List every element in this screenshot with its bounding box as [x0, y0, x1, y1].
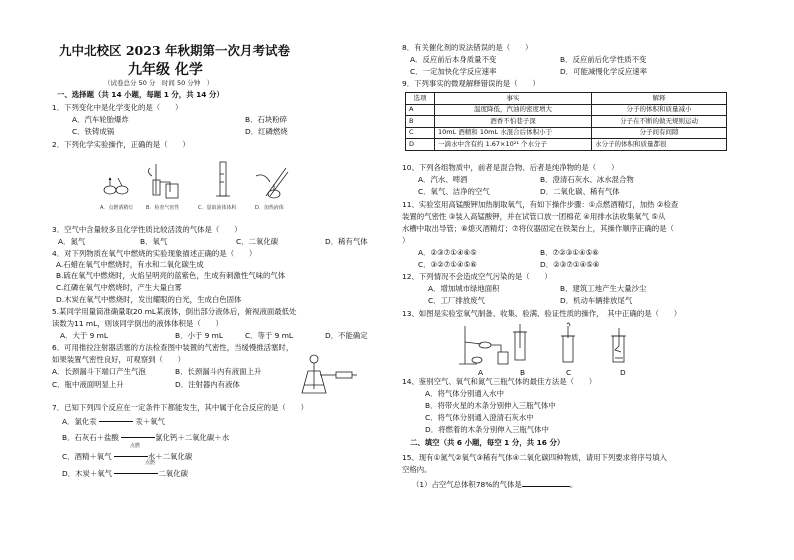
- q4-option-b: B.硫在氧气中燃烧时，火焰呈明亮的蓝紫色，生成有刺激性气味的气体: [56, 271, 286, 280]
- q6-option-b: B．长颈漏斗内有液面上升: [175, 367, 262, 376]
- q1-option-a: A．汽车轮胎爆炸: [72, 115, 129, 124]
- q3-option-d: D．稀有气体: [325, 237, 368, 246]
- exam-meta: （试卷总分 50 分 时间 50 分钟 ）: [104, 79, 214, 87]
- q7-condition-c: 点燃: [130, 443, 141, 449]
- q4-option-a: A.石蜡在氧气中燃烧时，有水和二氧化碳生成: [56, 260, 204, 269]
- q7-condition-d: 点燃: [145, 460, 156, 466]
- q4-option-d: D.木炭在氧气中燃烧时，发出耀眼的白光，生成白色固体: [56, 295, 242, 304]
- question-3: 3．空气中含量较多且化学性质比较活泼的气体是（ ）: [52, 225, 242, 234]
- question-8: 8．有关催化剂的说法错误的是（ ）: [402, 43, 533, 52]
- q3-option-b: B．氧气: [140, 237, 168, 246]
- q13-label-c: C: [566, 368, 572, 377]
- section-2-heading: 二、填空（共 6 小题，每空 1 分，共 16 分）: [410, 438, 565, 447]
- table-cell: D: [406, 139, 435, 151]
- q1-option-c: C．铁铸成锅: [72, 127, 115, 136]
- question-11-line-3: 水槽中取出导管；⑥熄灭酒精灯；⑦将仪器固定在铁架台上，其操作顺序正确的是（: [402, 224, 674, 233]
- q13-oxygen-figures: [455, 322, 655, 368]
- q6-option-d: D．注射器内有液体: [175, 380, 240, 389]
- funnel-icon: [310, 355, 318, 363]
- q9-table: [405, 92, 727, 151]
- q6-option-a: A．长颈漏斗下端口产生气泡: [52, 367, 146, 376]
- q1-option-b: B．石块粉碎: [245, 115, 288, 124]
- q6-option-c: C．瓶中液面明显上升: [52, 380, 124, 389]
- table-row: [406, 104, 727, 116]
- q9-header-explanation: 解释: [592, 93, 727, 105]
- q11-option-d: D．②③⑦①④⑤⑥: [540, 260, 600, 269]
- table-cell: 分子间有间隙: [592, 127, 727, 139]
- question-5-line-1: 5.某同学用量筒准确量取20 mL某液体，倒出部分液体后，俯视液面最低处: [52, 307, 297, 316]
- question-14: 14、鉴别空气、氧气和氮气三瓶气体的最佳方法是（ ）: [402, 377, 597, 386]
- question-15-line-1: 15、现有①氮气②氧气③稀有气体④二氧化碳四种物质，请用下列要求将序号填入: [402, 453, 668, 462]
- flaming-splint-icon: [561, 323, 575, 362]
- table-cell: A: [406, 104, 435, 116]
- section-1-heading: 一、选择题（共 14 小题，每题 1 分，共 14 分）: [57, 90, 224, 99]
- q12-option-b: B．建筑工地产生大量沙尘: [560, 284, 647, 293]
- q1-option-d: D．红磷燃烧: [245, 127, 288, 136]
- table-cell: C: [406, 127, 435, 139]
- question-13: 13、如图是实验室氧气制备、收集、验满、验证性质的操作， 其中正确的是（ ）: [402, 309, 682, 318]
- question-2: 2．下列化学实验操作，正确的是（ ）: [52, 140, 190, 149]
- q10-option-b: B．澄清石灰水、冰水混合物: [540, 175, 634, 184]
- question-11-line-2: 装置的气密性 ③装入高锰酸钾，并在试管口放一团棉花 ④用排水法收集氧气 ⑤从: [402, 212, 666, 221]
- question-7: 7．已知下列四个反应在一定条件下都能发生，其中属于化合反应的是（ ）: [52, 403, 308, 412]
- q8-option-b: B．反应前后化学性质不变: [560, 55, 647, 64]
- q12-option-c: C．工厂排放废气: [428, 296, 485, 305]
- q9-table-header-row: [406, 93, 727, 105]
- q5-option-c: C．等于 9 mL: [245, 331, 294, 340]
- table-row: [406, 127, 727, 139]
- q12-option-d: D．机动车辆排放尾气: [560, 296, 633, 305]
- q5-option-d: D．不能确定: [325, 331, 368, 340]
- q13-label-d: D: [620, 368, 626, 377]
- q7-option-b: B．石灰石＋盐酸 氯化钙＋二氧化碳＋水: [62, 433, 230, 442]
- question-6-line-1: 6．可用推拉注射器活塞的方法检查图中装置的气密性，当缓慢推活塞时，: [52, 343, 294, 352]
- question-6-line-2: 如果装置气密性良好，可观察到（ ）: [52, 355, 186, 364]
- question-4: 4．对下列物质在氧气中燃烧的实验现象描述正确的是（ ）: [52, 249, 257, 258]
- table-cell: 一滴水中含有约 1.67×10²¹ 个水分子: [435, 139, 592, 151]
- q6-apparatus-figure: [300, 353, 358, 397]
- question-1: 1．下列变化中是化学变化的是（ ）: [52, 103, 183, 112]
- q7-option-a: A．氯化汞 汞＋氧气: [62, 417, 165, 426]
- q14-option-d: D．将燃着的木条分别伸入三瓶气体中: [425, 425, 549, 434]
- gas-jar-icon: [513, 324, 527, 360]
- table-cell: 分子在不断的做无规则运动: [592, 116, 727, 128]
- oxygen-generator-icon: [459, 326, 508, 364]
- table-cell: 水分子的体积和质量都很: [592, 139, 727, 151]
- question-11-line-4: ）: [402, 236, 410, 245]
- question-15-line-2: 空格内。: [402, 465, 432, 474]
- table-row: [406, 116, 727, 128]
- question-5-line-2: 读数为11 mL，则该同学倒出的液体体积是（ ）: [52, 319, 223, 328]
- q11-option-b: B．⑦②③①④⑤⑥: [540, 248, 599, 257]
- exam-subtitle: 九年级 化学: [128, 62, 203, 78]
- q2-caption-b: B．检查气密性: [146, 205, 180, 211]
- q9-header-option: 选项: [406, 93, 435, 105]
- alcohol-lamp-icon: [104, 178, 128, 194]
- q7-option-c: C．酒精＋氧气 水＋二氧化碳: [62, 452, 193, 461]
- table-cell: 温度降低，汽油的密度增大: [435, 104, 592, 116]
- q11-option-a: A．②③⑦①④⑥⑤: [418, 248, 477, 257]
- table-row: [406, 139, 727, 151]
- q3-option-a: A．氮气: [58, 237, 86, 246]
- q8-option-c: C．一定加快化学反应速率: [410, 67, 497, 76]
- q2-caption-c: C．量取液体体积: [198, 205, 237, 211]
- q8-option-d: D．可能减慢化学反应速率: [560, 67, 647, 76]
- q5-option-b: B．小于 9 mL: [175, 331, 223, 340]
- table-cell: 酒香不怕巷子深: [435, 116, 592, 128]
- q8-option-a: A．反应前后本身质量不变: [410, 55, 497, 64]
- q10-option-c: C．氧气、洁净的空气: [418, 187, 490, 196]
- q10-option-a: A．汽水、啤酒: [418, 175, 468, 184]
- q13-label-a: A: [478, 368, 484, 377]
- q3-option-c: C．二氧化碳: [236, 237, 279, 246]
- q2-caption-a: A．点燃酒精灯: [100, 205, 134, 211]
- table-cell: B: [406, 116, 435, 128]
- q2-caption-d: D．加热液体: [255, 205, 284, 211]
- q11-option-c: C．③②⑦①④⑤⑥: [418, 260, 477, 269]
- question-12: 12、下列情况不会造成空气污染的是（ ）: [402, 272, 552, 281]
- q14-option-c: C．将气体分别通入澄清石灰水中: [425, 413, 534, 422]
- q5-option-a: A．大于 9 mL: [60, 331, 108, 340]
- table-cell: 10mL 酒精和 10mL 水混合后体积小于: [435, 127, 592, 139]
- question-9: 9．下列事实的微观解释错误的是（ ）: [402, 79, 540, 88]
- q14-option-b: B．将带火星的木条分别伸入三瓶气体中: [425, 401, 556, 410]
- q10-option-d: D．二氧化碳、稀有气体: [540, 187, 620, 196]
- answer-blank[interactable]: [522, 479, 570, 487]
- q9-header-fact: 事实: [435, 93, 592, 105]
- question-11-line-1: 11、实验室用高锰酸钾加热制取氧气，有如下操作步骤：①点燃酒精灯，加热 ②检查: [402, 200, 679, 209]
- q14-option-a: A．将气体分别通入水中: [425, 389, 504, 398]
- q2-lab-figures: [98, 160, 298, 206]
- table-cell: 分子的体积和质量减小: [592, 104, 727, 116]
- q4-option-c: C.红磷在氧气中燃烧时，产生大量白雾: [56, 283, 182, 292]
- test-tube-heating-icon: [256, 168, 288, 198]
- question-15-sub-1: （1）占空气总体积78%的气体是 。: [412, 480, 578, 489]
- q7-option-d: D．木炭＋氧气 二氧化碳: [62, 469, 188, 478]
- graduated-cylinder-icon: [216, 162, 230, 196]
- question-10: 10、下列各组物质中，前者是混合物、后者是纯净物的是（ ）: [402, 163, 619, 172]
- q13-label-b: B: [520, 368, 526, 377]
- exam-title: 九中北校区 2023 年秋期第一次月考试卷: [59, 43, 290, 58]
- q12-option-a: A．增加城市绿地面积: [428, 284, 500, 293]
- syringe-icon: [336, 372, 352, 378]
- iron-wire-burning-icon: [611, 328, 626, 362]
- airtight-check-icon: [148, 164, 178, 198]
